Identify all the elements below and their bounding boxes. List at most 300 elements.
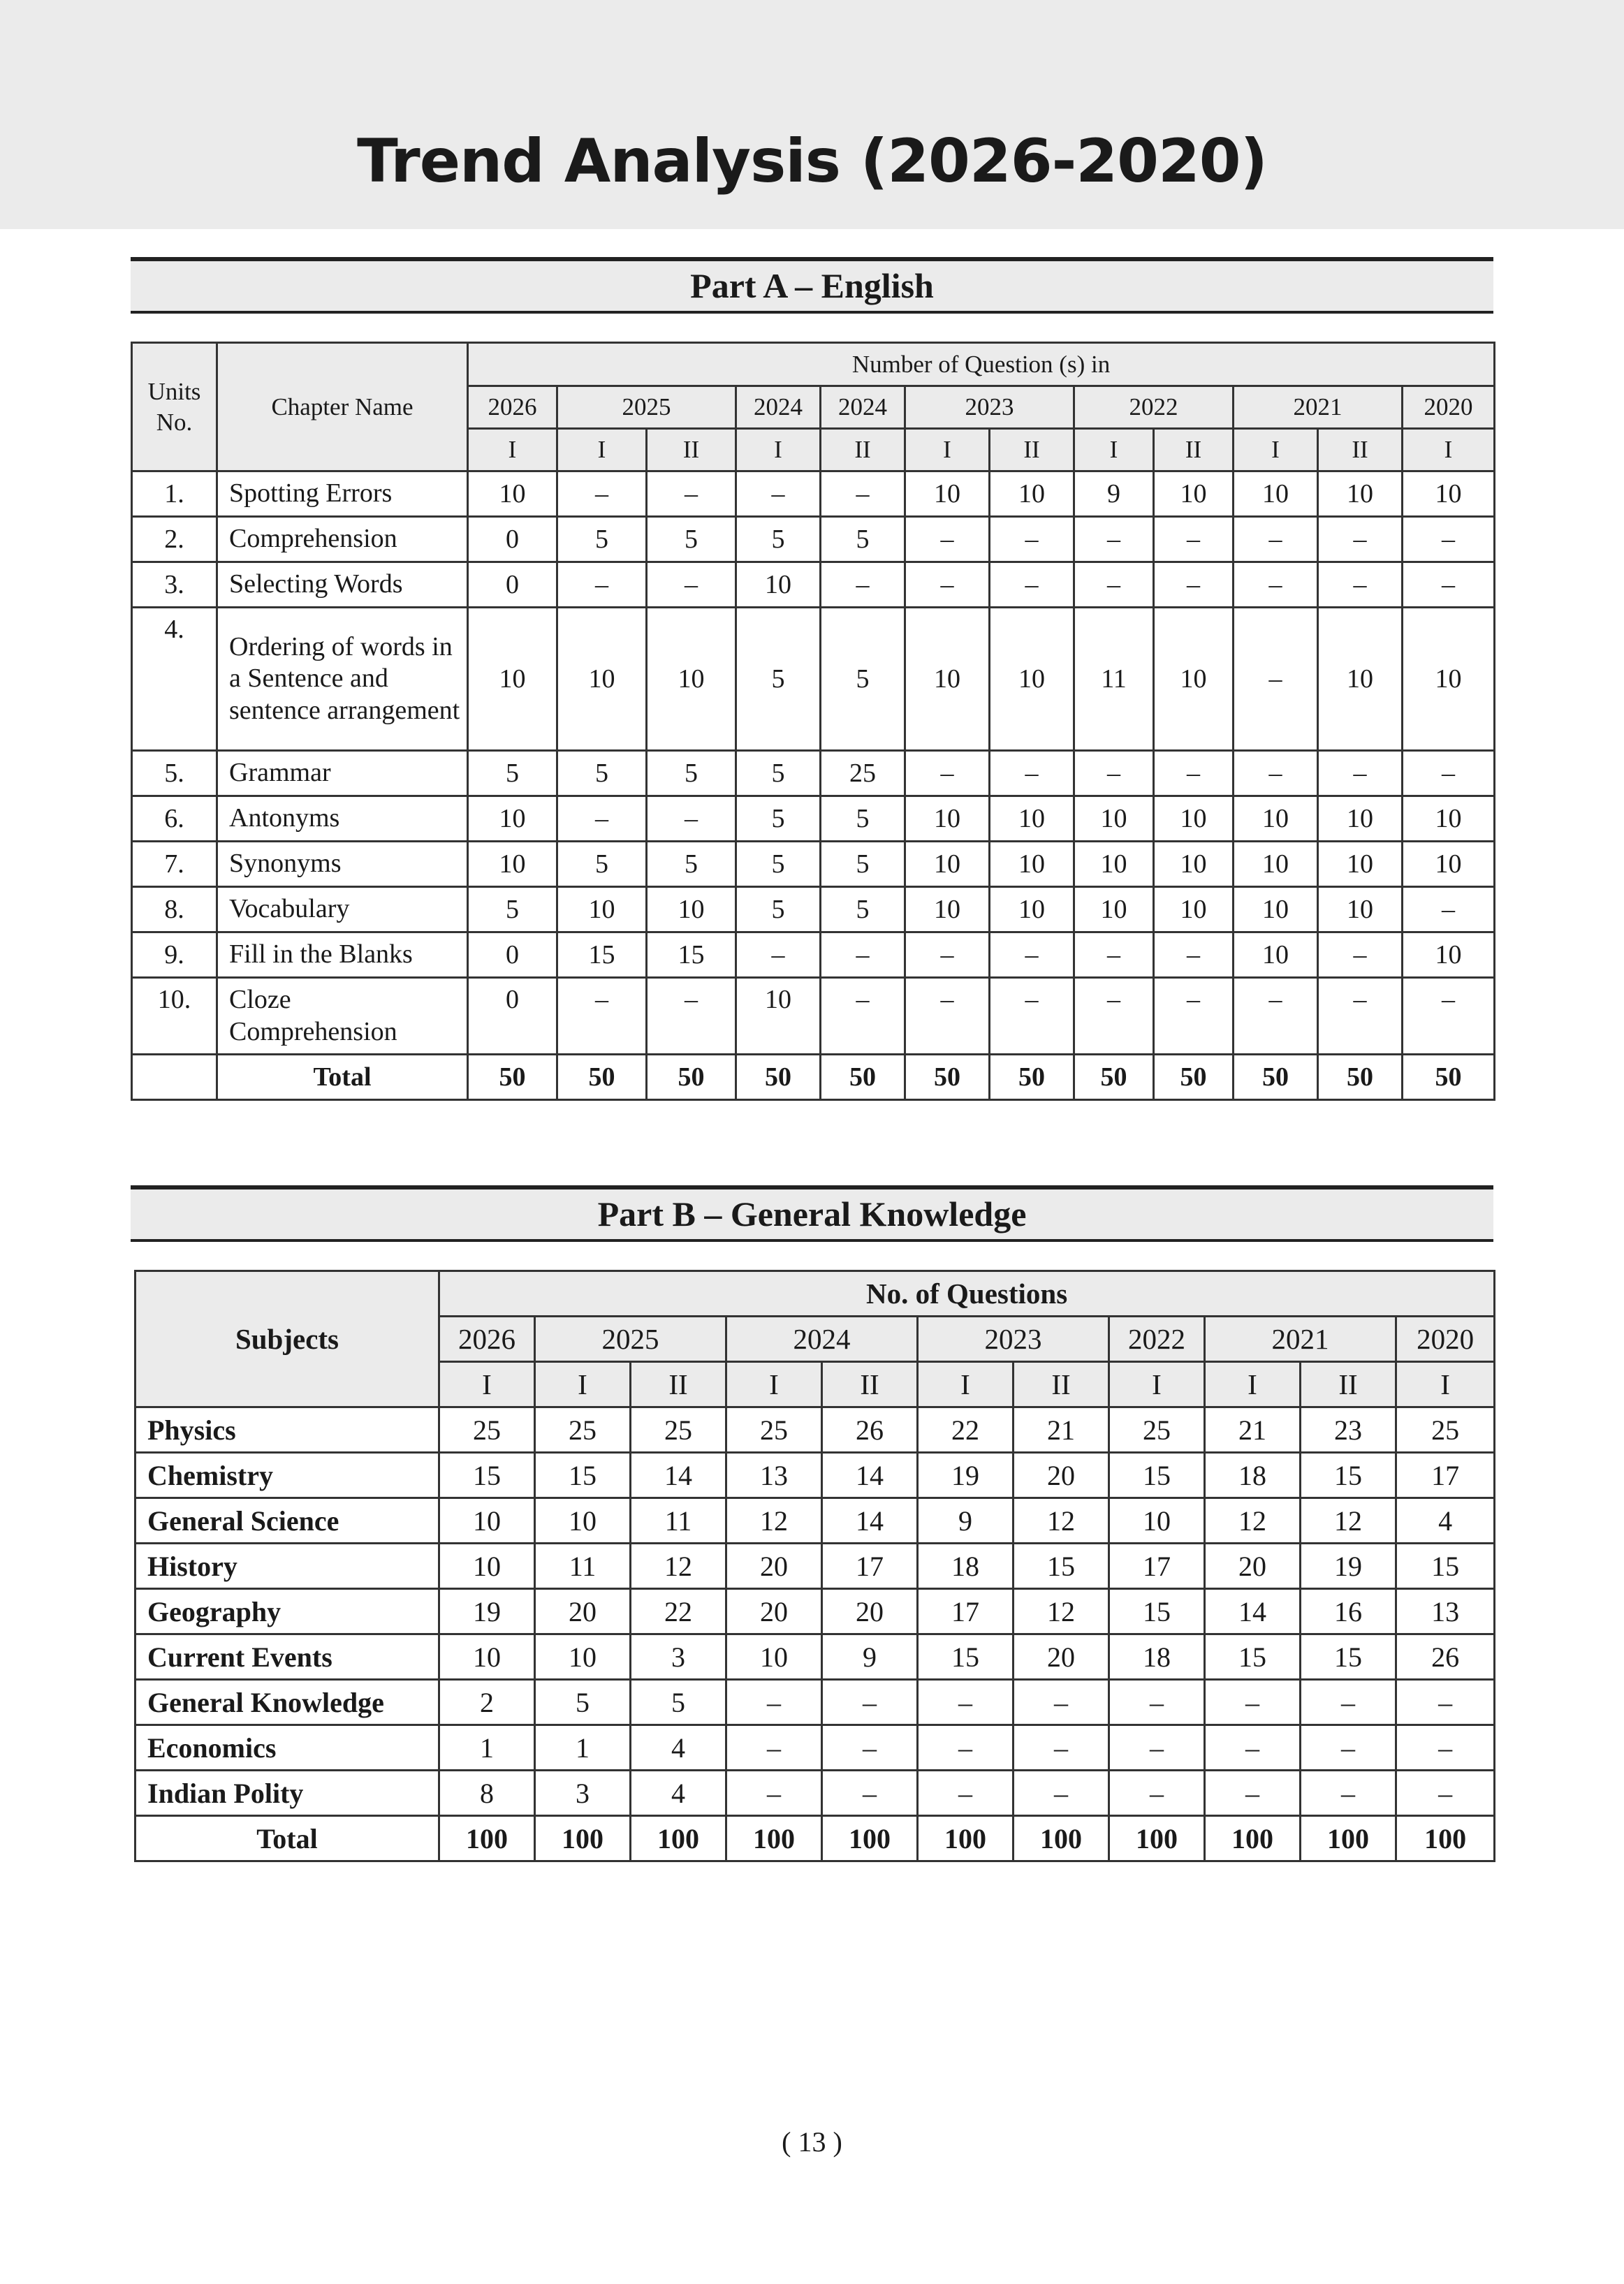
table-row	[136, 1498, 1495, 1544]
question-count: 5	[647, 751, 736, 796]
question-count: 10	[468, 471, 557, 517]
question-count: 11	[631, 1498, 726, 1544]
paper-header: I	[468, 429, 557, 471]
question-count: –	[1403, 562, 1495, 608]
question-count: –	[1234, 517, 1318, 562]
question-count: 5	[557, 751, 647, 796]
question-count: 10	[1403, 932, 1495, 978]
subject-name: Indian Polity	[136, 1771, 439, 1816]
question-count: 13	[726, 1453, 822, 1498]
question-count: –	[1318, 978, 1403, 1055]
question-count: 17	[822, 1544, 918, 1589]
question-count: 10	[468, 842, 557, 887]
year-header: 2023	[905, 386, 1074, 429]
table-row	[136, 1634, 1495, 1680]
table-row	[132, 932, 1495, 978]
paper-header: I	[535, 1362, 631, 1407]
question-count: –	[1234, 562, 1318, 608]
question-count: –	[726, 1680, 822, 1725]
paper-header: II	[1014, 1362, 1109, 1407]
total-value: 100	[535, 1816, 631, 1861]
question-count: 10	[1403, 608, 1495, 751]
total-value: 50	[468, 1055, 557, 1100]
question-count: 10	[736, 562, 821, 608]
question-count: 15	[1014, 1544, 1109, 1589]
table-row	[132, 608, 1495, 751]
question-count: 10	[905, 471, 990, 517]
question-count: –	[1403, 751, 1495, 796]
question-count: 10	[1074, 887, 1154, 932]
table-row	[132, 796, 1495, 842]
table-row	[136, 1453, 1495, 1498]
question-count: –	[1403, 978, 1495, 1055]
question-count: 15	[647, 932, 736, 978]
year-header: 2020	[1396, 1317, 1495, 1362]
year-header: 2024	[821, 386, 905, 429]
total-label: Total	[217, 1055, 468, 1100]
question-count: 0	[468, 517, 557, 562]
question-count: 9	[822, 1634, 918, 1680]
question-count: 5	[821, 887, 905, 932]
question-count: 10	[647, 887, 736, 932]
chapter-name: Comprehension	[217, 517, 468, 562]
subject-name: History	[136, 1544, 439, 1589]
question-count: 12	[1014, 1589, 1109, 1634]
question-count: 5	[736, 887, 821, 932]
question-count: 26	[1396, 1634, 1495, 1680]
total-label: Total	[136, 1816, 439, 1861]
total-value: 50	[1403, 1055, 1495, 1100]
question-count: 3	[535, 1771, 631, 1816]
unit-number: 3.	[132, 562, 217, 608]
question-count: 10	[1154, 608, 1234, 751]
question-count: 5	[557, 517, 647, 562]
question-count: –	[1301, 1680, 1396, 1725]
chapter-name: Selecting Words	[217, 562, 468, 608]
question-count: 15	[1109, 1453, 1205, 1498]
question-count: 15	[1205, 1634, 1301, 1680]
question-count: 5	[821, 796, 905, 842]
question-count: 10	[905, 608, 990, 751]
question-count: –	[1109, 1771, 1205, 1816]
question-count: 10	[1074, 796, 1154, 842]
total-value: 50	[1154, 1055, 1234, 1100]
paper-header: II	[822, 1362, 918, 1407]
question-count: 14	[631, 1453, 726, 1498]
question-count: 20	[726, 1544, 822, 1589]
question-count: 20	[535, 1589, 631, 1634]
table-row	[132, 562, 1495, 608]
question-count: –	[736, 471, 821, 517]
year-header: 2025	[557, 386, 736, 429]
question-count: –	[1109, 1680, 1205, 1725]
question-count: –	[905, 562, 990, 608]
question-count: 5	[647, 517, 736, 562]
question-count: –	[1403, 887, 1495, 932]
year-header: 2022	[1109, 1317, 1205, 1362]
question-count: 15	[535, 1453, 631, 1498]
year-header: 2025	[535, 1317, 726, 1362]
question-count: –	[905, 517, 990, 562]
total-value: 100	[1396, 1816, 1495, 1861]
question-count: –	[726, 1771, 822, 1816]
question-count: 12	[1301, 1498, 1396, 1544]
question-count: –	[1403, 517, 1495, 562]
question-count: 2	[439, 1680, 535, 1725]
question-count: 10	[990, 887, 1074, 932]
question-count: 15	[1301, 1634, 1396, 1680]
question-count: 10	[557, 887, 647, 932]
question-count: 17	[1396, 1453, 1495, 1498]
paper-header: I	[1074, 429, 1154, 471]
question-count: 5	[821, 608, 905, 751]
paper-header: I	[726, 1362, 822, 1407]
question-count: 5	[736, 517, 821, 562]
year-header: 2026	[468, 386, 557, 429]
year-header: 2021	[1234, 386, 1403, 429]
question-count: 5	[736, 751, 821, 796]
paper-header: II	[647, 429, 736, 471]
question-count: –	[821, 932, 905, 978]
table-row	[136, 1589, 1495, 1634]
question-count: –	[990, 932, 1074, 978]
paper-header: I	[918, 1362, 1014, 1407]
question-count: 22	[918, 1407, 1014, 1453]
question-count: –	[1205, 1725, 1301, 1771]
question-count: 10	[1154, 471, 1234, 517]
question-count: 16	[1301, 1589, 1396, 1634]
question-count: 5	[535, 1680, 631, 1725]
year-header: 2023	[918, 1317, 1109, 1362]
question-count: –	[1014, 1680, 1109, 1725]
total-value: 50	[1234, 1055, 1318, 1100]
question-count: 25	[631, 1407, 726, 1453]
question-count: 13	[1396, 1589, 1495, 1634]
paper-header: II	[821, 429, 905, 471]
question-count: 10	[1318, 608, 1403, 751]
paper-header: I	[557, 429, 647, 471]
total-value: 100	[439, 1816, 535, 1861]
table-row	[132, 842, 1495, 887]
question-count: 26	[822, 1407, 918, 1453]
question-count: 10	[1234, 842, 1318, 887]
question-count: 25	[439, 1407, 535, 1453]
question-count: –	[905, 978, 990, 1055]
question-count: 4	[631, 1725, 726, 1771]
total-value: 50	[647, 1055, 736, 1100]
subjects-header: Subjects	[136, 1271, 439, 1407]
year-header: 2026	[439, 1317, 535, 1362]
question-count: –	[1301, 1771, 1396, 1816]
question-count: 25	[726, 1407, 822, 1453]
question-count: 21	[1205, 1407, 1301, 1453]
question-count: 5	[557, 842, 647, 887]
page-number: ( 13 )	[782, 2126, 842, 2158]
question-count: –	[1318, 517, 1403, 562]
table-row	[132, 887, 1495, 932]
year-header: 2024	[726, 1317, 918, 1362]
table-row	[136, 1725, 1495, 1771]
total-value: 100	[1205, 1816, 1301, 1861]
question-count: –	[557, 978, 647, 1055]
question-count: 1	[439, 1725, 535, 1771]
question-count: 5	[736, 796, 821, 842]
question-count: 17	[1109, 1544, 1205, 1589]
question-count: 25	[535, 1407, 631, 1453]
total-value: 50	[821, 1055, 905, 1100]
question-count: –	[1205, 1771, 1301, 1816]
unit-number: 1.	[132, 471, 217, 517]
year-header: 2022	[1074, 386, 1234, 429]
question-count: –	[1154, 932, 1234, 978]
question-count: 10	[1234, 887, 1318, 932]
paper-header: I	[1109, 1362, 1205, 1407]
question-count: 10	[468, 796, 557, 842]
subject-name: General Knowledge	[136, 1680, 439, 1725]
question-count: –	[1154, 978, 1234, 1055]
question-count: –	[1109, 1725, 1205, 1771]
question-count: 10	[647, 608, 736, 751]
question-count: 10	[1318, 796, 1403, 842]
question-count: 25	[1109, 1407, 1205, 1453]
question-count: –	[726, 1725, 822, 1771]
unit-number: 8.	[132, 887, 217, 932]
paper-header: I	[736, 429, 821, 471]
question-count: –	[918, 1771, 1014, 1816]
question-count: –	[1074, 978, 1154, 1055]
question-count: 5	[468, 751, 557, 796]
question-count: 17	[918, 1589, 1014, 1634]
chapter-name: Synonyms	[217, 842, 468, 887]
question-count: –	[736, 932, 821, 978]
question-count: 12	[1205, 1498, 1301, 1544]
question-count: 10	[726, 1634, 822, 1680]
question-count: 0	[468, 932, 557, 978]
question-count: 10	[557, 608, 647, 751]
question-count: –	[821, 471, 905, 517]
question-count: 22	[631, 1589, 726, 1634]
question-count: –	[822, 1771, 918, 1816]
year-header: 2021	[1205, 1317, 1396, 1362]
question-count: –	[1396, 1680, 1495, 1725]
paper-header: I	[1403, 429, 1495, 471]
question-count: –	[990, 517, 1074, 562]
question-count: –	[1396, 1771, 1495, 1816]
chapter-name: Cloze Comprehension	[217, 978, 468, 1055]
question-count: 15	[1109, 1589, 1205, 1634]
question-count: 10	[905, 887, 990, 932]
question-count: –	[905, 932, 990, 978]
question-count: 10	[1234, 932, 1318, 978]
gk-trend-table	[134, 1270, 1495, 1862]
unit-number: 4.	[132, 608, 217, 751]
question-count: 10	[990, 842, 1074, 887]
question-count: 18	[1205, 1453, 1301, 1498]
paper-header: I	[439, 1362, 535, 1407]
total-value: 100	[631, 1816, 726, 1861]
question-count: 15	[557, 932, 647, 978]
question-count: 5	[468, 887, 557, 932]
subject-name: General Science	[136, 1498, 439, 1544]
question-count: 5	[647, 842, 736, 887]
question-count: 15	[1396, 1544, 1495, 1589]
question-count: –	[557, 562, 647, 608]
question-count: 20	[1014, 1453, 1109, 1498]
question-count: 12	[726, 1498, 822, 1544]
table-row	[132, 978, 1495, 1055]
subject-name: Physics	[136, 1407, 439, 1453]
question-count: –	[990, 562, 1074, 608]
question-count: 10	[468, 608, 557, 751]
english-trend-table	[131, 342, 1495, 1101]
question-count: 14	[822, 1453, 918, 1498]
question-count: 10	[1234, 471, 1318, 517]
paper-header: II	[1318, 429, 1403, 471]
question-count: 5	[821, 842, 905, 887]
paper-header: II	[1154, 429, 1234, 471]
question-count: 10	[1154, 796, 1234, 842]
question-count: 1	[535, 1725, 631, 1771]
question-count: –	[647, 978, 736, 1055]
question-count: 20	[822, 1589, 918, 1634]
question-count: 20	[726, 1589, 822, 1634]
total-value: 50	[1318, 1055, 1403, 1100]
question-count: 15	[918, 1634, 1014, 1680]
paper-header: I	[905, 429, 990, 471]
chapter-name: Ordering of words in a Sentence and sentence arrangement	[217, 608, 468, 751]
table-row	[136, 1771, 1495, 1816]
question-count: –	[1234, 608, 1318, 751]
question-count: 25	[1396, 1407, 1495, 1453]
year-header: 2024	[736, 386, 821, 429]
total-value: 100	[726, 1816, 822, 1861]
question-count: –	[822, 1725, 918, 1771]
question-count: 10	[1403, 471, 1495, 517]
paper-header: II	[631, 1362, 726, 1407]
question-count: –	[1205, 1680, 1301, 1725]
question-count: –	[1154, 517, 1234, 562]
question-count: 10	[1318, 471, 1403, 517]
question-count: –	[905, 751, 990, 796]
unit-number: 6.	[132, 796, 217, 842]
question-count: 10	[990, 471, 1074, 517]
question-count: –	[822, 1680, 918, 1725]
table-row	[136, 1680, 1495, 1725]
chapter-name: Vocabulary	[217, 887, 468, 932]
question-count: 10	[990, 608, 1074, 751]
question-count: –	[1318, 562, 1403, 608]
total-row	[136, 1816, 1495, 1861]
question-count: –	[918, 1680, 1014, 1725]
question-count: 8	[439, 1771, 535, 1816]
question-count: 10	[439, 1498, 535, 1544]
question-count: 10	[439, 1544, 535, 1589]
question-count: 5	[821, 517, 905, 562]
question-count: 10	[905, 842, 990, 887]
table-row	[136, 1407, 1495, 1453]
total-value: 100	[918, 1816, 1014, 1861]
units-no-header: Units No.	[132, 343, 217, 471]
subject-name: Chemistry	[136, 1453, 439, 1498]
question-count: 4	[1396, 1498, 1495, 1544]
no-of-questions-header: No. of Questions	[439, 1271, 1495, 1317]
question-count: 10	[535, 1634, 631, 1680]
chapter-name: Antonyms	[217, 796, 468, 842]
table-row	[132, 751, 1495, 796]
question-count: –	[557, 471, 647, 517]
question-count: –	[647, 562, 736, 608]
question-count: 14	[1205, 1589, 1301, 1634]
table-row	[132, 517, 1495, 562]
question-count: 23	[1301, 1407, 1396, 1453]
question-count: 10	[736, 978, 821, 1055]
question-count: –	[918, 1725, 1014, 1771]
part-a-heading: Part A – English	[131, 257, 1493, 314]
question-count: 14	[822, 1498, 918, 1544]
total-value: 100	[1301, 1816, 1396, 1861]
question-count: 25	[821, 751, 905, 796]
question-count: –	[1234, 978, 1318, 1055]
chapter-name: Grammar	[217, 751, 468, 796]
question-count: 19	[918, 1453, 1014, 1498]
question-count: 10	[1109, 1498, 1205, 1544]
chapter-name-header: Chapter Name	[217, 343, 468, 471]
question-count: 5	[631, 1680, 726, 1725]
question-count: 10	[1234, 796, 1318, 842]
unit-number: 7.	[132, 842, 217, 887]
part-b-heading: Part B – General Knowledge	[131, 1185, 1493, 1242]
question-count: –	[1014, 1725, 1109, 1771]
question-count: 10	[905, 796, 990, 842]
paper-header: I	[1234, 429, 1318, 471]
question-count: –	[1074, 751, 1154, 796]
question-count: 10	[1154, 842, 1234, 887]
question-count: –	[1154, 562, 1234, 608]
total-value: 100	[1014, 1816, 1109, 1861]
question-count: –	[990, 978, 1074, 1055]
question-count: 11	[535, 1544, 631, 1589]
question-count: 5	[736, 608, 821, 751]
paper-header: I	[1205, 1362, 1301, 1407]
question-count: –	[1074, 932, 1154, 978]
unit-number: 10.	[132, 978, 217, 1055]
chapter-name: Fill in the Blanks	[217, 932, 468, 978]
question-count: –	[1234, 751, 1318, 796]
unit-number: 5.	[132, 751, 217, 796]
question-count: –	[1318, 751, 1403, 796]
question-count: 15	[1301, 1453, 1396, 1498]
total-value: 50	[1074, 1055, 1154, 1100]
question-count: –	[821, 562, 905, 608]
subject-name: Current Events	[136, 1634, 439, 1680]
question-count: 10	[1318, 887, 1403, 932]
question-count: 15	[439, 1453, 535, 1498]
question-count: –	[990, 751, 1074, 796]
page-title: Trend Analysis (2026-2020)	[357, 126, 1267, 196]
unit-number: 9.	[132, 932, 217, 978]
question-count: –	[1074, 562, 1154, 608]
question-count: 21	[1014, 1407, 1109, 1453]
table-row	[136, 1544, 1495, 1589]
unit-number: 2.	[132, 517, 217, 562]
chapter-name: Spotting Errors	[217, 471, 468, 517]
question-count: –	[1318, 932, 1403, 978]
total-value: 100	[1109, 1816, 1205, 1861]
question-count: 10	[1154, 887, 1234, 932]
question-count: 0	[468, 978, 557, 1055]
question-count: 10	[1074, 842, 1154, 887]
subject-name: Geography	[136, 1589, 439, 1634]
